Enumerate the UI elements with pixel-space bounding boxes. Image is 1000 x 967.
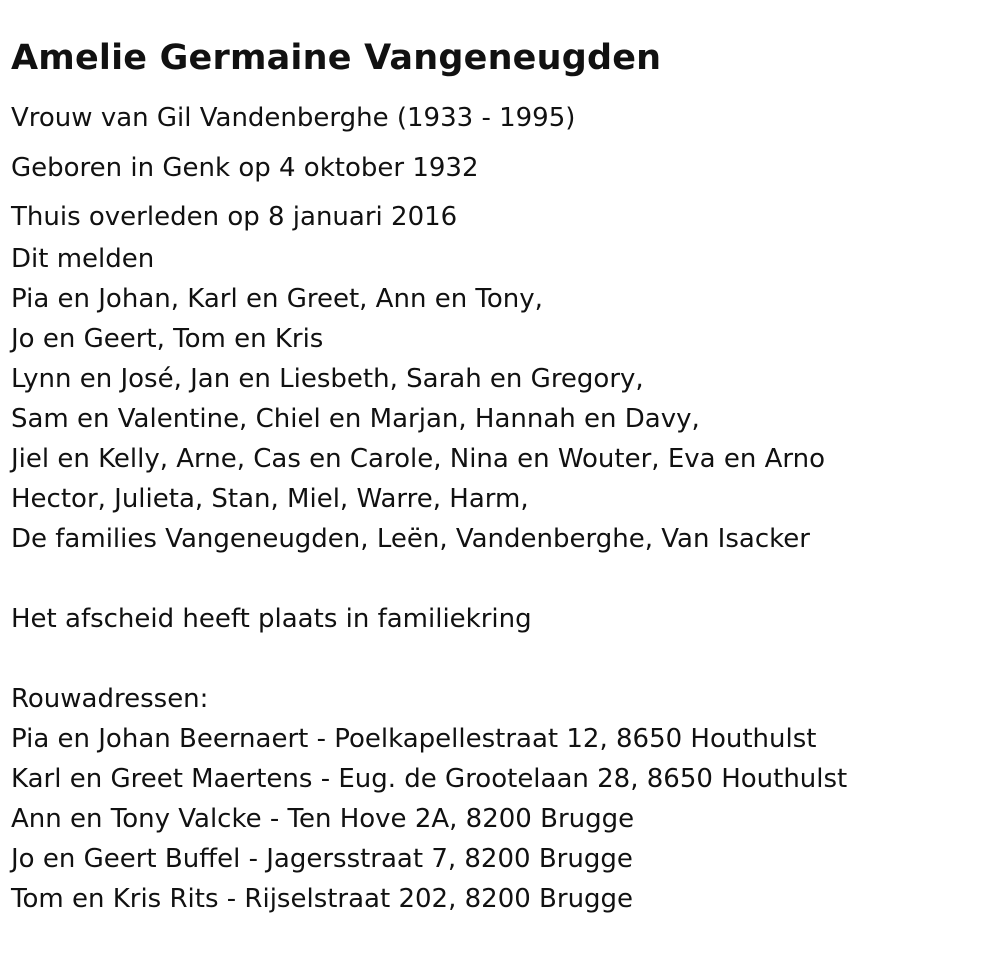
announcement-intro: Dit melden xyxy=(11,243,155,274)
family-line: De families Vangeneugden, Leën, Vandenberghe, Van Isacker xyxy=(11,523,810,554)
address-line: Tom en Kris Rits - Rijselstraat 202, 8200 Brugge xyxy=(11,883,634,914)
facts-block xyxy=(11,103,991,232)
spacer xyxy=(11,559,991,599)
deceased-name-title: Amelie Germaine Vangeneugden xyxy=(11,38,662,78)
family-line: Jiel en Kelly, Arne, Cas en Carole, Nina en Wouter, Eva en Arno xyxy=(11,443,825,474)
spacer xyxy=(11,639,991,679)
death-notice xyxy=(11,0,991,919)
death-line: Thuis overleden op 8 januari 2016 xyxy=(11,202,458,232)
address-line: Ann en Tony Valcke - Ten Hove 2A, 8200 Brugge xyxy=(11,803,635,834)
address-line: Karl en Greet Maertens - Eug. de Grootelaan 28, 8650 Houthulst xyxy=(11,763,848,794)
address-line: Pia en Johan Beernaert - Poelkapellestraat 12, 8650 Houthulst xyxy=(11,723,817,754)
farewell-line: Het afscheid heeft plaats in familiekring xyxy=(11,603,532,634)
spouse-line: Vrouw van Gil Vandenberghe (1933 - 1995) xyxy=(11,103,576,133)
address-line: Jo en Geert Buffel - Jagersstraat 7, 8200 Brugge xyxy=(11,843,633,874)
family-line: Jo en Geert, Tom en Kris xyxy=(11,323,324,354)
family-line: Lynn en José, Jan en Liesbeth, Sarah en Gregory, xyxy=(11,363,644,394)
family-line: Pia en Johan, Karl en Greet, Ann en Tony, xyxy=(11,283,543,314)
birth-line: Geboren in Genk op 4 oktober 1932 xyxy=(11,152,479,183)
family-line: Sam en Valentine, Chiel en Marjan, Hannah en Davy, xyxy=(11,403,700,434)
family-line: Hector, Julieta, Stan, Miel, Warre, Harm, xyxy=(11,483,529,514)
announcement-block xyxy=(11,239,991,919)
addresses-heading: Rouwadressen: xyxy=(11,683,209,714)
